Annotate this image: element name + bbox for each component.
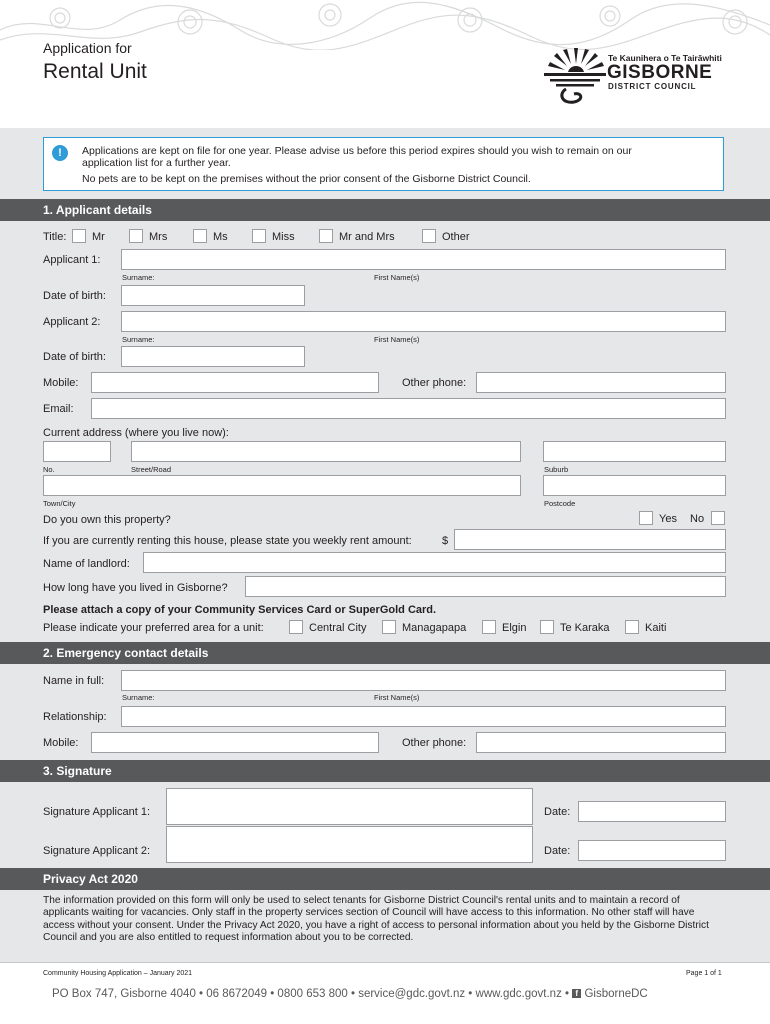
section-privacy [0,868,770,890]
notice-line: No pets are to be kept on the premises without the prior consent of the Gisborne District Council. [82,173,531,185]
emergency-mobile-label: Mobile: [43,737,79,749]
relationship-field[interactable] [121,706,726,727]
suburb-caption: Suburb [544,465,569,474]
date1-field[interactable] [578,801,726,822]
applicant1-label: Applicant 1: [43,254,101,266]
how-long-field[interactable] [245,576,726,597]
area-option: Elgin [502,622,527,634]
address-suburb-field[interactable] [543,441,726,462]
title-option: Miss [272,231,295,243]
dollar-sign: $ [442,535,449,547]
date1-label: Date: [544,806,571,818]
own-property-no-checkbox[interactable] [711,511,725,525]
title-option: Mr and Mrs [339,231,395,243]
first-names-caption: First Name(s) [374,693,420,702]
emergency-name-field[interactable] [121,670,726,691]
address-postcode-field[interactable] [543,475,726,496]
address-town-field[interactable] [43,475,521,496]
emergency-other-phone-label: Other phone: [402,737,467,749]
area-te-karaka-checkbox[interactable] [540,620,554,634]
title-miss-checkbox[interactable] [252,229,266,243]
surname-caption: Surname: [122,335,155,344]
date2-label: Date: [544,845,571,857]
emergency-name-label: Name in full: [43,675,105,687]
footer-divider [0,962,770,963]
logo-tagline: Te Kaunihera o Te Tairāwhiti [608,53,722,63]
area-option: Managapapa [402,622,467,634]
title-ms-checkbox[interactable] [193,229,207,243]
other-phone-label: Other phone: [402,377,467,389]
applicant2-label: Applicant 2: [43,316,101,328]
other-phone-field[interactable] [476,372,726,393]
surname-caption: Surname: [122,693,155,702]
mobile-field[interactable] [91,372,379,393]
number-caption: No. [43,465,55,474]
title-option: Mr [92,231,105,243]
landlord-label: Name of landlord: [43,558,130,570]
info-icon: ! [52,145,68,161]
mobile-label: Mobile: [43,377,79,389]
title-option: Ms [213,231,228,243]
section-signature [0,760,770,782]
relationship-label: Relationship: [43,711,107,723]
how-long-label: How long have you lived in Gisborne? [43,582,228,594]
form-reference: Community Housing Application – January 2021 [43,970,193,977]
form-subtitle: Application for [43,40,132,56]
street-caption: Street/Road [131,465,172,474]
logo-name: GISBORNE [607,62,713,83]
section-title: 3. Signature [43,764,112,778]
area-kaiti-checkbox[interactable] [625,620,639,634]
notice-line: Applications are kept on file for one year. Please advise us before this period expires should you wish to remain on our [82,145,632,157]
signature1-label: Signature Applicant 1: [43,806,151,818]
page-header [0,0,770,128]
first-names-caption: First Name(s) [374,335,420,344]
area-label: Please indicate your preferred area for a unit: [43,622,264,634]
no-label: No [690,513,705,525]
dob-label: Date of birth: [43,290,106,302]
own-property-question: Do you own this property? [43,514,171,526]
rent-question: If you are currently renting this house, please state you weekly rent amount: [43,535,412,547]
form-title: Rental Unit [43,60,147,83]
logo-subtitle: DISTRICT COUNCIL [608,82,697,91]
dob-label: Date of birth: [43,351,106,363]
privacy-statement: The information provided on this form will only be used to select tenants for Gisborne District Council's rental units and to maintain a record of applicants waiting for vacancies. Only staff in the property services section of Council will have access to this information. No other staff will have access without your consent. Under the Privacy Act 2020, you have a right of access to personal information about you held by the Gisborne District Council and you are also entitled to request information about you to be corrected. [43,895,709,944]
address-number-field[interactable] [43,441,111,462]
first-names-caption: First Name(s) [374,273,420,282]
address-street-field[interactable] [131,441,521,462]
notice-box [43,137,724,191]
area-option: Te Karaka [560,622,610,634]
applicant2-name-field[interactable] [121,311,726,332]
emergency-other-phone-field[interactable] [476,732,726,753]
page-number: Page 1 of 1 [686,970,722,977]
title-option: Other [442,231,470,243]
signature2-label: Signature Applicant 2: [43,845,151,857]
area-elgin-checkbox[interactable] [482,620,496,634]
own-property-yes-checkbox[interactable] [639,511,653,525]
signature2-field[interactable] [166,826,533,863]
yes-label: Yes [659,513,677,525]
social-handle[interactable]: GisborneDC [584,988,648,1000]
title-option: Mrs [149,231,168,243]
contact-details [52,988,648,1000]
title-label: Title: [43,231,67,243]
date2-field[interactable] [578,840,726,861]
email-label: Email: [43,403,74,415]
title-mrs-checkbox[interactable] [129,229,143,243]
applicant1-name-field[interactable] [121,249,726,270]
section-title: Privacy Act 2020 [43,872,138,886]
title-other-checkbox[interactable] [422,229,436,243]
applicant1-dob-field[interactable] [121,285,305,306]
applicant2-dob-field[interactable] [121,346,305,367]
area-managapapa-checkbox[interactable] [382,620,396,634]
section-title: 1. Applicant details [43,203,152,217]
title-mr-checkbox[interactable] [72,229,86,243]
landlord-field[interactable] [143,552,726,573]
notice-line: application list for a further year. [82,157,231,169]
surname-caption: Surname: [122,273,155,282]
contact-text: PO Box 747, Gisborne 4040 • 06 8672049 • 0800 653 800 • service@gdc.govt.nz • www.gdc.govt.nz • [52,988,570,1000]
section-applicant-details [0,199,770,221]
section-emergency-contact [0,642,770,664]
area-central-city-checkbox[interactable] [289,620,303,634]
facebook-icon: f [572,989,581,998]
weekly-rent-field[interactable] [454,529,726,550]
email-field[interactable] [91,398,726,419]
current-address-label: Current address (where you live now): [43,427,229,439]
section-title: 2. Emergency contact details [43,646,209,660]
attach-instruction: Please attach a copy of your Community Services Card or SuperGold Card. [43,604,437,616]
town-caption: Town/City [43,499,76,508]
signature1-field[interactable] [166,788,533,825]
postcode-caption: Postcode [544,499,576,508]
area-option: Kaiti [645,622,667,634]
title-mr-and-mrs-checkbox[interactable] [319,229,333,243]
emergency-mobile-field[interactable] [91,732,379,753]
area-option: Central City [309,622,367,634]
